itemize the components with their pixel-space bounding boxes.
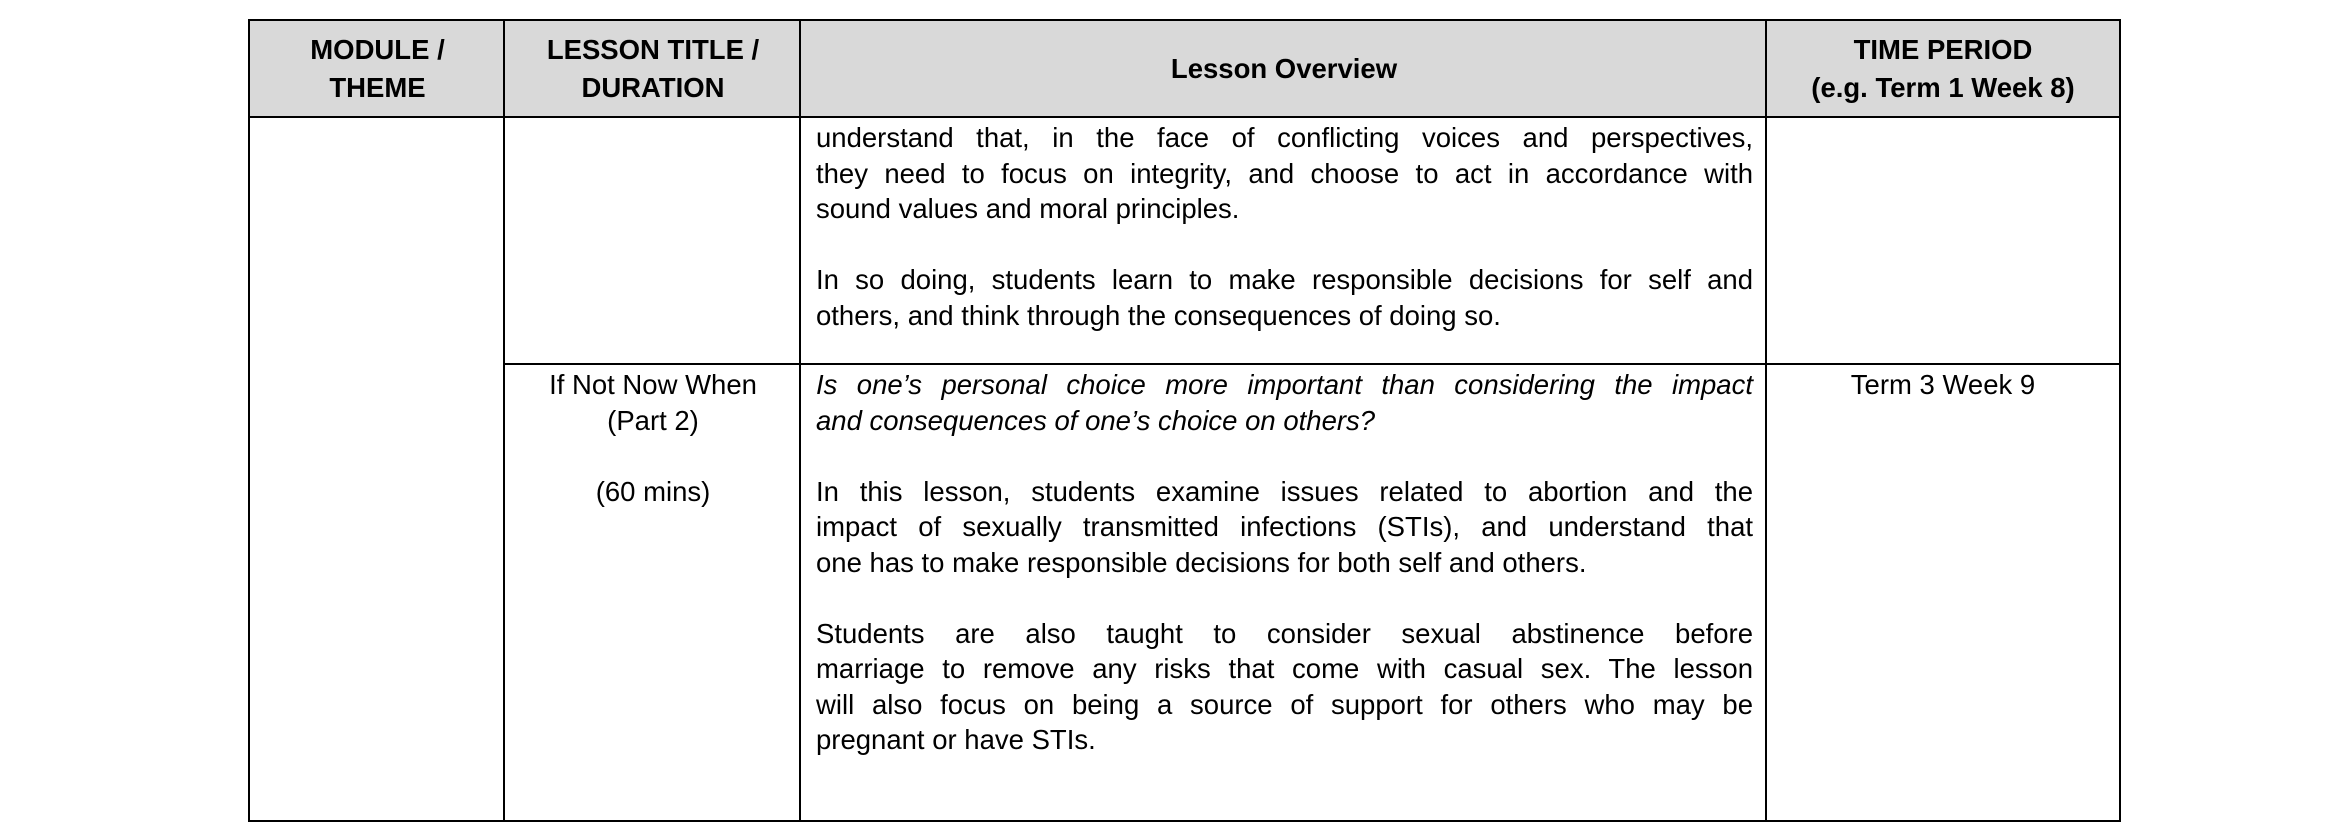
row1-overview xyxy=(816,120,1753,333)
header-module-line2: THEME xyxy=(329,71,426,103)
text-line: will also focus on being a source of support for others who may be xyxy=(816,688,1753,720)
text-line: In so doing, students learn to make responsible decisions for self and xyxy=(816,264,1753,295)
text-line: Is one’s personal choice more important than considering the impact xyxy=(816,369,1753,400)
lesson-plan-table xyxy=(248,19,2121,822)
header-lesson-line1: LESSON TITLE / xyxy=(546,33,760,65)
header-lesson-overview xyxy=(801,21,1767,116)
row2-overview xyxy=(816,367,1753,758)
header-time-line1: TIME PERIOD xyxy=(1853,33,2033,65)
row2-guiding-question xyxy=(816,367,1753,438)
lesson-title-line: If Not Now When xyxy=(549,369,757,400)
time-period-value: Term 3 Week 9 xyxy=(1850,369,2036,400)
header-lesson-title xyxy=(505,21,801,116)
column-divider xyxy=(1765,21,1767,820)
text-line: impact of sexually transmitted infections (STIs), and understand that xyxy=(816,511,1753,542)
text-line: In this lesson, students examine issues related to abortion and the xyxy=(816,475,1753,507)
text-line: they need to focus on integrity, and choose to act in accordance with xyxy=(816,157,1753,189)
header-time-period xyxy=(1767,21,2119,116)
header-lesson-line2: DURATION xyxy=(581,71,725,103)
text-line: one has to make responsible decisions for both self and others. xyxy=(816,546,1587,578)
row2-time-period xyxy=(1767,367,2119,403)
text-line: sound values and moral principles. xyxy=(816,193,1240,224)
text-line: marriage to remove any risks that come with casual sex. The lesson xyxy=(816,653,1753,684)
row-divider xyxy=(505,363,2119,365)
header-overview-label: Lesson Overview xyxy=(1170,52,1398,84)
header-time-line2: (e.g. Term 1 Week 8) xyxy=(1811,71,2075,103)
row2-overview-paragraph xyxy=(816,616,1753,758)
text-line: understand that, in the face of conflicting voices and perspectives, xyxy=(816,122,1753,153)
header-module-line1: MODULE / xyxy=(310,33,445,65)
header-module-theme xyxy=(250,21,505,116)
lesson-title-line: (Part 2) xyxy=(607,404,699,436)
row2-lesson-title xyxy=(505,367,801,509)
text-line: others, and think through the consequences of doing so. xyxy=(816,299,1501,331)
lesson-duration: (60 mins) xyxy=(595,475,711,507)
text-line: pregnant or have STIs. xyxy=(816,724,1096,755)
row1-overview-paragraph xyxy=(816,262,1753,333)
text-line: and consequences of one’s choice on others? xyxy=(816,404,1376,436)
header-bottom-border xyxy=(250,116,2119,118)
text-line: Students are also taught to consider sexual abstinence before xyxy=(816,617,1753,649)
row1-overview-paragraph xyxy=(816,120,1753,227)
row2-overview-paragraph xyxy=(816,474,1753,581)
